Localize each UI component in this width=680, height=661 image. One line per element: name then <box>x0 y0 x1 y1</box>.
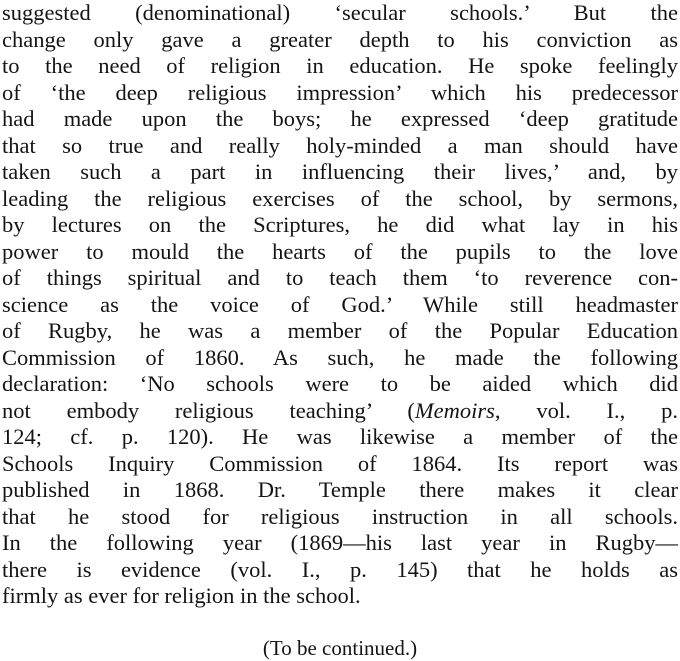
text-line: power to mould the hearts of the pupils to the love <box>2 238 678 264</box>
text-line: firmly as ever for religion in the school. <box>2 583 361 608</box>
text-line: that so true and really holy-minded a man should have <box>2 132 678 158</box>
text-line: change only gave a greater depth to his conviction as <box>2 26 678 52</box>
text-line: had made upon the boys; he expressed ‘deep gratitude <box>2 106 678 131</box>
text-line: Commission of 1860. As such, he made the following <box>2 344 678 370</box>
text-line: published in 1868. Dr. Temple there makes it clear <box>2 477 678 502</box>
text-line: there is evidence (vol. I., p. 145) that he holds as <box>2 556 678 582</box>
text-line: science as the voice of God.’ While still headmaster <box>2 291 678 317</box>
italic-title-memoirs: Memoirs <box>414 397 495 423</box>
text-line-with-italic <box>2 398 678 425</box>
text-line: 124; cf. p. 120). He was likewise a member of the <box>2 424 678 449</box>
text-segment: , vol. I., p. <box>494 397 678 423</box>
to-be-continued-note: (To be continued.) <box>262 636 418 660</box>
text-line: of ‘the deep religious impression’ which his predecessor <box>2 79 678 105</box>
text-line: Schools Inquiry Commission of 1864. Its report was <box>2 450 678 476</box>
text-line: suggested (denominational) ‘secular schools.’ But the <box>2 0 678 25</box>
text-line: leading the religious exercises of the school, by sermons, <box>2 185 678 211</box>
text-line: to the need of religion in education. He spoke feelingly <box>2 53 678 78</box>
text-line: In the following year (1869—his last year in Rugby— <box>2 530 678 555</box>
text-line: of Rugby, he was a member of the Popular Education <box>2 318 678 343</box>
text-line: by lectures on the Scriptures, he did what lay in his <box>2 212 678 237</box>
text-line: taken such a part in influencing their lives,’ and, by <box>2 159 678 184</box>
text-segment: not embody religious teaching’ ( <box>2 397 415 423</box>
body-paragraph <box>2 0 678 610</box>
text-page <box>2 0 678 610</box>
text-line: declaration: ‘No schools were to be aided which did <box>2 371 678 396</box>
text-line: that he stood for religious instruction in all schools. <box>2 503 678 529</box>
text-line: of things spiritual and to teach them ‘to reverence con- <box>2 265 678 290</box>
